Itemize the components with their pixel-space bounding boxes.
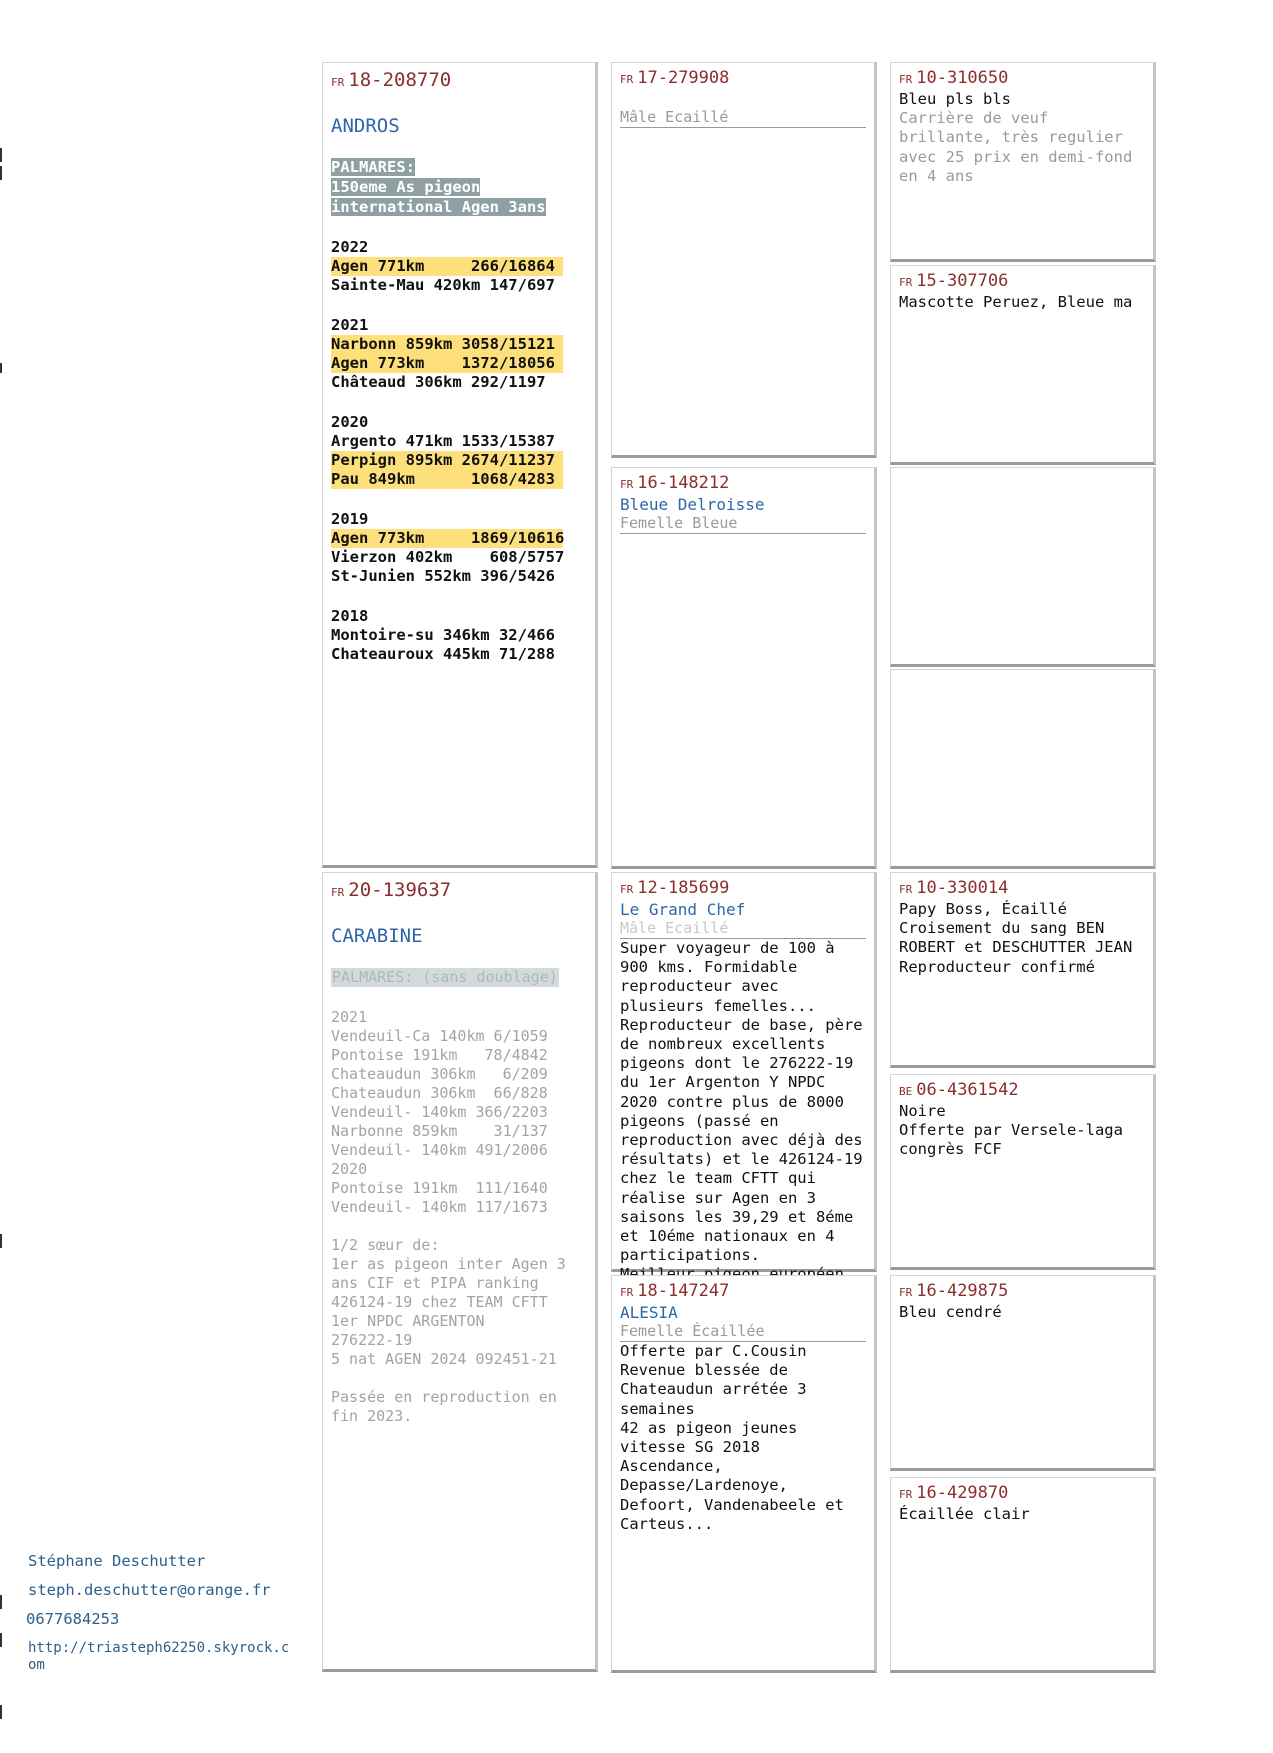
pigeon-name: ANDROS [331,115,400,137]
scan-mark [0,1633,2,1647]
result-row: 2021 [331,1008,368,1026]
note-line: pigeons dont le 276222-19 [620,1054,854,1073]
palmares-line: 150eme As pigeon [331,178,481,196]
result-row: Vendeuil- 140km 491/2006 [331,1141,548,1159]
note-line: Carteus... [620,1514,714,1533]
scan-mark [0,166,2,180]
contact-website[interactable]: http://triasteph62250.skyrock.c om [28,1640,290,1673]
result-row: Chateaudun 306km 6/209 [331,1065,548,1083]
results-list [331,1008,587,1217]
pigeon-description: Mascotte Peruez, Bleue ma [899,293,1133,311]
pigeon-name: ALESIA [620,1303,678,1322]
scan-mark [0,363,2,373]
result-row: Chateauroux 445km 71/288 [331,645,555,663]
result-row: Pontoise 191km 78/4842 [331,1046,548,1064]
ring-number: BE 06-4361542 [899,1080,1019,1100]
ring-number: FR 20-139637 [331,879,452,901]
note-line: Noire [899,1102,946,1120]
note-line: 276222-19 [331,1331,413,1349]
results-list [331,238,587,664]
note-line: 1er as pigeon inter Agen 3 [331,1255,566,1273]
pigeon-card [890,872,1156,1068]
ring-number: FR 16-148212 [620,473,730,493]
pigeon-description: Écaillée clair [899,1505,1030,1523]
note-line: 1/2 sœur de: [331,1236,440,1254]
pigeon-description: Femelle Bleue [620,514,866,534]
pigeon-name: Le Grand Chef [620,900,746,919]
note-line: Croisement du sang BEN [899,919,1105,938]
note-line: semaines [620,1399,695,1418]
note-line: et 10éme nationaux en 4 [620,1227,835,1246]
result-row: Vendeuil- 140km 117/1673 [331,1198,548,1216]
pigeon-notes: Carrière de veuf brillante, très regulier avec 25 prix en demi-fond en 4 ans [899,109,1133,185]
note-line: 426124-19 chez TEAM CFTT [331,1293,548,1311]
note-line: Offerte par C.Cousin [620,1342,807,1360]
result-year: 2020 [331,413,369,431]
note-line: Ascendance, [620,1457,723,1476]
scan-mark [0,1234,2,1248]
pigeon-notes [620,1342,866,1534]
pigeon-card-andros [322,62,598,868]
result-row: Perpign 895km 2674/11237 [331,451,563,470]
pigeon-notes [620,939,866,1285]
note-line: ROBERT et DESCHUTTER JEAN [899,938,1133,957]
palmares-label: PALMARES: (sans doublage) [332,968,558,986]
note-line: Chateaudun arrétée 3 [620,1380,807,1399]
result-row: Agen 773km 1869/10616 [331,529,565,547]
note-line: ans CIF et PIPA ranking [331,1274,539,1292]
result-row: Vendeuil- 140km 366/2203 [331,1103,548,1121]
ring-number: FR 16-429875 [899,1281,1009,1301]
result-row: Argento 471km 1533/15387 [331,432,555,450]
pigeon-description: Bleu cendré [899,1303,1002,1321]
note-line: vitesse SG 2018 [620,1438,760,1457]
contact-email[interactable]: steph.deschutter@orange.fr [28,1581,271,1599]
note-line: Passée en reproduction en [331,1388,557,1406]
pigeon-color: Bleu pls bls [899,90,1011,108]
note-line: reproduction avec déjà des [620,1131,863,1150]
note-line: résultats) et le 426124-19 [620,1150,863,1169]
pigeon-card [890,1477,1156,1673]
note-line: Offerte par Versele-laga [899,1121,1123,1140]
ring-number: FR 17-279908 [620,68,730,88]
result-row: Agen 773km 1372/18056 [331,354,563,373]
note-line: 42 as pigeon jeunes [620,1418,798,1437]
scan-mark [0,1595,2,1609]
result-year: 2022 [331,238,369,256]
pigeon-card-carabine [322,872,598,1672]
result-year: 2019 [331,510,369,528]
ring-number: FR 18-208770 [331,69,452,91]
note-line: Reproducteur confirmé [899,957,1095,976]
empty-pigeon-card [890,467,1156,667]
pigeon-card [611,467,877,869]
pigeon-description: Femelle Écaillée [620,1322,866,1342]
pigeon-card [611,62,877,458]
pigeon-card [890,62,1156,262]
note-line: Defoort, Vandenabeele et [620,1495,844,1514]
note-line: Papy Boss, Écaillé [899,900,1067,918]
result-row: St-Junien 552km 396/5426 [331,567,555,585]
ring-number: FR 16-429870 [899,1483,1009,1503]
pigeon-description: Mâle Ecaillé [620,919,866,939]
note-line: 900 kms. Formidable [620,958,798,977]
note-line: 1er NPDC ARGENTON [331,1312,485,1330]
note-line: Revenue blessée de [620,1361,788,1380]
pigeon-card [611,1275,877,1673]
result-row: Vendeuil-Ca 140km 6/1059 [331,1027,548,1045]
note-line: 2020 contre plus de 8000 [620,1092,844,1111]
contact-name: Stéphane Deschutter [28,1552,206,1570]
pigeon-description: Mâle Ecaillé [620,108,866,128]
palmares-label: PALMARES: [331,158,415,176]
sister-info [331,1236,587,1369]
result-row: Narbonne 859km 31/137 [331,1122,548,1140]
note-line: plusieurs femelles... [620,996,816,1015]
result-row: 2020 [331,1160,368,1178]
note-line: réalise sur Agen en 3 [620,1188,816,1207]
result-row: Sainte-Mau 420km 147/697 [331,276,555,294]
note-line: participations. [620,1246,760,1265]
note-line: Super voyageur de 100 à [620,939,835,957]
pigeon-card [611,872,877,1272]
note-line: reproducteur avec [620,977,779,996]
ring-number: FR 10-330014 [899,878,1009,898]
result-row: Pontoise 191km 111/1640 [331,1179,548,1197]
pigeon-name: CARABINE [331,925,423,947]
note-line: chez le team CFTT qui [620,1169,816,1188]
ring-number: FR 10-310650 [899,68,1009,88]
result-row: Agen 771km 266/16864 [331,257,563,276]
ring-number: FR 15-307706 [899,271,1009,291]
ring-number: FR 18-147247 [620,1281,730,1301]
result-row: Montoire-su 346km 32/466 [331,626,555,644]
pigeon-notes [899,900,1145,977]
result-year: 2018 [331,607,369,625]
result-year: 2021 [331,316,369,334]
palmares-line: international Agen 3ans [331,198,546,216]
palmares-block [331,157,587,217]
note-line: fin 2023. [331,1407,413,1425]
reproduction-note [331,1388,587,1426]
note-line: Reproducteur de base, père [620,1015,863,1034]
pigeon-name: Bleue Delroisse [620,495,765,514]
pigeon-card [890,1275,1156,1471]
note-line: Depasse/Lardenoye, [620,1476,788,1495]
pigeon-card [890,265,1156,465]
scan-mark [0,1705,2,1719]
result-row: Châteaud 306km 292/1197 [331,373,546,391]
empty-pigeon-card [890,669,1156,869]
note-line: du 1er Argenton Y NPDC [620,1073,826,1092]
note-line: de nombreux excellents [620,1035,826,1054]
pigeon-notes [899,1102,1145,1160]
note-line: 5 nat AGEN 2024 092451-21 [331,1350,557,1368]
note-line: saisons les 39,29 et 8éme [620,1207,854,1226]
result-row: Vierzon 402km 608/5757 [331,548,565,566]
contact-phone[interactable]: 0677684253 [26,1610,120,1628]
scan-mark [0,148,2,162]
note-line: congrès FCF [899,1140,1002,1159]
note-line: pigeons (passé en [620,1111,779,1130]
result-row: Pau 849km 1068/4283 [331,470,563,489]
ring-number: FR 12-185699 [620,878,730,898]
pigeon-card [890,1074,1156,1270]
result-row: Narbonn 859km 3058/15121 [331,335,563,354]
result-row: Chateaudun 306km 66/828 [331,1084,548,1102]
